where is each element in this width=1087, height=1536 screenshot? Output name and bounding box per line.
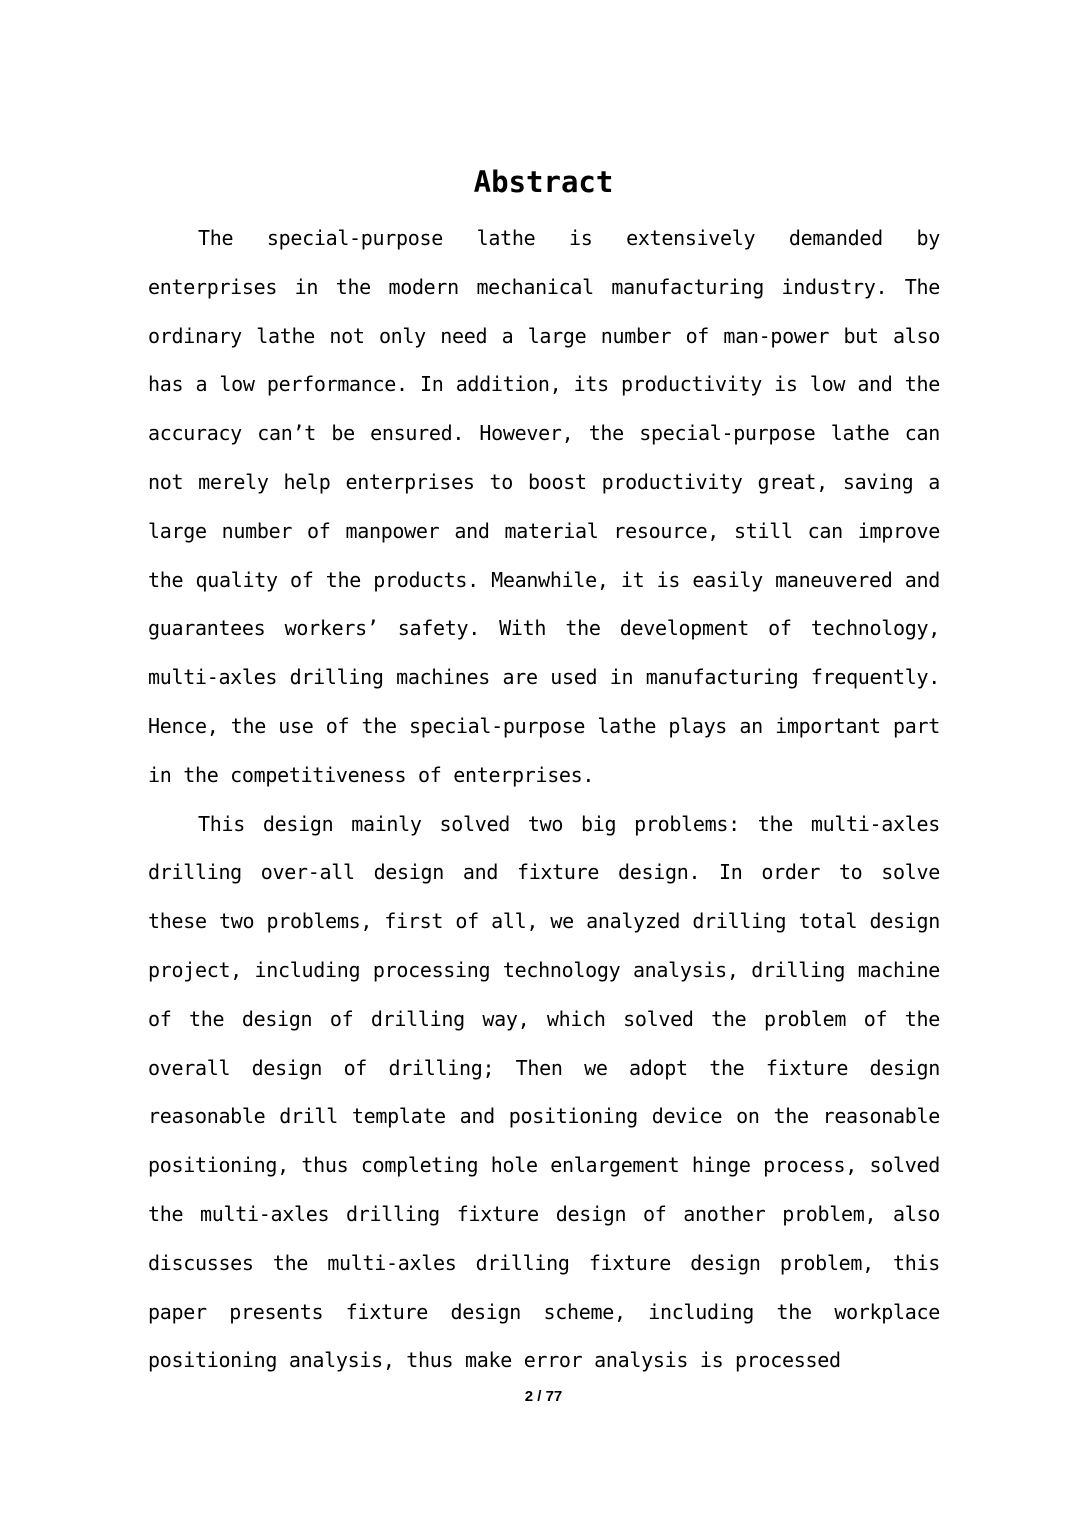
- abstract-body: [148, 214, 940, 1385]
- page-number: 2 / 77: [524, 1388, 563, 1405]
- abstract-paragraph-2: This design mainly solved two big problems: the multi-axles drilling over-all design and fixture design. In order to solve these two problems, first of all, we analyzed drilling total design project, including processing technology analysis, drilling machine of the design of drilling way, which solved the problem of the overall design of drilling; Then we adopt the fixture design reasonable drill template and positioning device on the reasonable positioning, thus completing hole enlargement hinge process, solved the multi-axles drilling fixture design of another problem, also discusses the multi-axles drilling fixture design problem, this paper presents fixture design scheme, including the workplace positioning analysis, thus make error analysis is processed: [148, 811, 940, 1373]
- abstract-heading: Abstract: [473, 165, 614, 199]
- abstract-paragraph-1: The special-purpose lathe is extensively demanded by enterprises in the modern mechanical manufacturing industry. The ordinary lathe not only need a large number of man-power but also has a low performance. In addition, its productivity is low and the accuracy can’t be ensured. However, the special-purpose lathe can not merely help enterprises to boost productivity great, saving a large number of manpower and material resource, still can improve the quality of the products. Meanwhile, it is easily maneuvered and guarantees workers’ safety. With the development of technology, multi-axles drilling machines are used in manufacturing frequently. Hence, the use of the special-purpose lathe plays an important part in the competitiveness of enterprises.: [148, 226, 940, 787]
